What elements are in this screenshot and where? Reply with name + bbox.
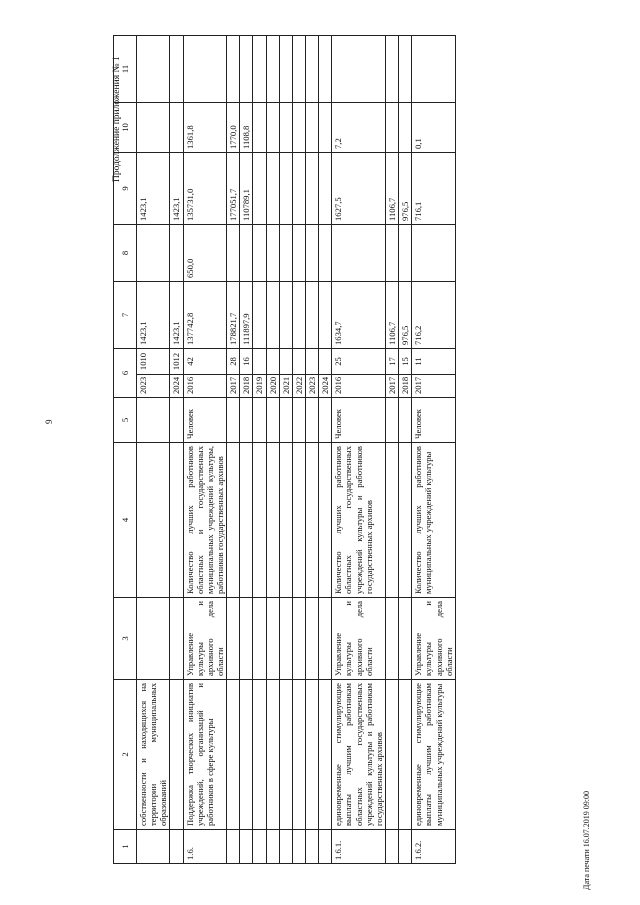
table-cell-c6: 2020 [266,375,279,398]
table-cell-c4 [266,443,279,598]
table-row [385,35,398,863]
table-cell-c10 [305,152,318,224]
table-cell-c7 [253,348,266,374]
table-row [266,35,279,863]
column-number: 4 [114,443,137,598]
table-cell-c2 [266,680,279,830]
table-cell-c9 [227,224,240,281]
table-cell-c3 [305,598,318,680]
table-cell-c8: 137742,8 [183,281,227,348]
table-cell-c3 [227,598,240,680]
table-cell-c6: 2017 [385,375,398,398]
table-row [137,35,170,863]
table-cell-c6: 2016 [332,375,386,398]
table-cell-c8: 1423,1 [137,281,170,348]
table-cell-c12 [240,35,253,102]
table-cell-c6: 2022 [292,375,305,398]
table-cell-c2: единовременные стимулирующие выплаты лучшим работникам муниципальных учреждений культуры [412,680,456,830]
table-cell-c4 [399,443,412,598]
table-cell-c8: 1423,1 [170,281,183,348]
table-cell-c5 [305,398,318,443]
table-cell-c11: 7,2 [332,102,386,152]
table-cell-c5 [240,398,253,443]
table-cell-c2 [319,680,332,830]
table-cell-c12 [319,35,332,102]
table-cell-c11: 1770,0 [227,102,240,152]
table-cell-c2: единовременные стимулирующие выплаты лучшим работникам областных государственных учреждений культуры и работникам государственных архивов [332,680,386,830]
table-row [227,35,240,863]
table-cell-c11 [266,102,279,152]
table-cell-c7 [266,348,279,374]
table-cell-c2 [253,680,266,830]
table-cell-c4 [137,443,170,598]
table-cell-c11: 1108,8 [240,102,253,152]
table-cell-c9 [170,224,183,281]
table-cell-c7: 28 [227,348,240,374]
table-cell-c1 [385,830,398,864]
table-cell-c1 [253,830,266,864]
column-number: 8 [114,224,137,281]
table-cell-c7: 42 [183,348,227,374]
table-cell-c11 [170,102,183,152]
table-cell-c3 [399,598,412,680]
table-cell-c10: 110789,1 [240,152,253,224]
table-cell-c6: 2019 [253,375,266,398]
table-cell-c7: 16 [240,348,253,374]
table-cell-c5 [319,398,332,443]
table-cell-c3 [170,598,183,680]
table-cell-c2 [305,680,318,830]
table-cell-c5: Человек [183,398,227,443]
table-cell-c3 [137,598,170,680]
table-cell-c4 [385,443,398,598]
table-cell-c10 [253,152,266,224]
table-cell-c10: 1627,5 [332,152,386,224]
table-cell-c11 [319,102,332,152]
table-cell-c1 [279,830,292,864]
table-cell-c9 [412,224,456,281]
table-cell-c6: 2024 [319,375,332,398]
table-cell-c3: Управление культуры и архивного дела области [332,598,386,680]
table-cell-c7: 25 [332,348,386,374]
column-number: 7 [114,281,137,348]
table-cell-c2 [240,680,253,830]
table-cell-c5 [292,398,305,443]
table-cell-c10 [279,152,292,224]
table-cell-c12 [279,35,292,102]
table-cell-c10 [266,152,279,224]
table-cell-c11 [137,102,170,152]
table-cell-c7 [292,348,305,374]
table-cell-c9: 650,0 [183,224,227,281]
table-cell-c2 [399,680,412,830]
table-cell-c6: 2018 [240,375,253,398]
table-cell-c11 [292,102,305,152]
table-cell-c4 [170,443,183,598]
table-cell-c7: 17 [385,348,398,374]
table-cell-c1 [305,830,318,864]
table-cell-c3: Управление культуры и архивного дела области [183,598,227,680]
table-cell-c4: Количество лучших работников муниципальных учреждений культуры [412,443,456,598]
table-cell-c2 [170,680,183,830]
table-cell-c1: 1.6.1. [332,830,386,864]
table-cell-c4 [227,443,240,598]
table-cell-c1 [170,830,183,864]
table-cell-c2 [227,680,240,830]
table-cell-c3 [266,598,279,680]
table-cell-c1 [137,830,170,864]
table-cell-c6: 2021 [279,375,292,398]
table-cell-c5 [253,398,266,443]
table-cell-c4 [279,443,292,598]
table-cell-c1 [399,830,412,864]
table-cell-c8 [279,281,292,348]
table-cell-c3 [240,598,253,680]
appendix-title: Продолжение приложения № 1 [112,56,122,182]
table-cell-c6: 2024 [170,375,183,398]
table-cell-c1 [240,830,253,864]
table-cell-c11: 0,1 [412,102,456,152]
table-cell-c9 [253,224,266,281]
table-cell-c7 [305,348,318,374]
table-cell-c9 [385,224,398,281]
column-number: 10 [114,102,137,152]
table-cell-c4: Количество лучших работников областных и государственных муниципальных учреждений культуры, работников государственных архивов [183,443,227,598]
column-number: 2 [114,680,137,830]
table-cell-c10: 1423,1 [137,152,170,224]
table-cell-c4: Количество лучших работников областных государственных учреждений культуры и работников государственных архивов [332,443,386,598]
table-row [399,35,412,863]
column-number: 3 [114,598,137,680]
table-cell-c9 [137,224,170,281]
table-cell-c1: 1.6.2. [412,830,456,864]
table-row [183,35,227,863]
table-cell-c3 [253,598,266,680]
table-cell-c10: 1423,1 [170,152,183,224]
table-cell-c9 [266,224,279,281]
table-cell-c8: 111897,9 [240,281,253,348]
column-number: 5 [114,398,137,443]
table-cell-c4 [305,443,318,598]
table-cell-c12 [170,35,183,102]
table-cell-c12 [399,35,412,102]
column-number-row [114,35,137,863]
rotated-table-wrapper [113,36,615,864]
table-cell-c1 [292,830,305,864]
table-cell-c7: 15 [399,348,412,374]
table-cell-c2: собственности и находящихся на территории муниципальных образований [137,680,170,830]
table-cell-c10: 716,1 [412,152,456,224]
table-row [412,35,456,863]
table-cell-c2 [385,680,398,830]
table-cell-c5 [279,398,292,443]
table-cell-c10: 135731,0 [183,152,227,224]
program-table [113,35,456,864]
table-cell-c8 [253,281,266,348]
table-cell-c8 [305,281,318,348]
table-cell-c10: 976,5 [399,152,412,224]
table-cell-c12 [183,35,227,102]
table-cell-c9 [332,224,386,281]
table-cell-c4 [253,443,266,598]
table-cell-c4 [240,443,253,598]
table-cell-c8 [266,281,279,348]
table-cell-c12 [266,35,279,102]
table-cell-c8 [292,281,305,348]
table-cell-c5 [385,398,398,443]
table-cell-c10: 177051,7 [227,152,240,224]
table-cell-c12 [292,35,305,102]
table-cell-c1 [319,830,332,864]
table-cell-c11 [279,102,292,152]
table-cell-c11 [305,102,318,152]
table-row [305,35,318,863]
table-cell-c3 [279,598,292,680]
column-number: 6 [114,348,137,397]
column-number: 9 [114,152,137,224]
table-cell-c3 [385,598,398,680]
print-date: Дата печати 16.07.2019 09:00 [582,791,591,890]
table-row [170,35,183,863]
table-cell-c9 [279,224,292,281]
table-cell-c6: 2016 [183,375,227,398]
table-cell-c4 [319,443,332,598]
table-cell-c10 [292,152,305,224]
table-cell-c9 [240,224,253,281]
table-cell-c6: 2017 [412,375,456,398]
table-cell-c8: 178821,7 [227,281,240,348]
table-row [240,35,253,863]
table-cell-c5: Человек [412,398,456,443]
table-cell-c8: 716,2 [412,281,456,348]
table-cell-c7 [279,348,292,374]
table-cell-c2 [279,680,292,830]
table-cell-c6: 2023 [137,375,170,398]
table-cell-c5 [227,398,240,443]
table-cell-c3 [292,598,305,680]
table-cell-c3 [319,598,332,680]
table-cell-c7 [319,348,332,374]
table-cell-c12 [253,35,266,102]
table-cell-c7: 1012 [170,348,183,374]
table-cell-c5 [170,398,183,443]
table-cell-c8 [319,281,332,348]
table-cell-c9 [399,224,412,281]
table-cell-c1: 1.6. [183,830,227,864]
table-cell-c11 [253,102,266,152]
table-cell-c9 [292,224,305,281]
table-cell-c12 [385,35,398,102]
column-number: 11 [114,35,137,102]
table-cell-c7: 11 [412,348,456,374]
table-cell-c8: 1634,7 [332,281,386,348]
table-cell-c2 [292,680,305,830]
table-cell-c6: 2023 [305,375,318,398]
table-row [292,35,305,863]
table-cell-c5 [266,398,279,443]
table-cell-c3: Управление культуры и архивного дела области [412,598,456,680]
table-cell-c9 [305,224,318,281]
table-cell-c8: 976,5 [399,281,412,348]
column-number: 1 [114,830,137,864]
table-row [332,35,386,863]
table-cell-c11 [399,102,412,152]
table-cell-c11: 1361,8 [183,102,227,152]
table-cell-c5: Человек [332,398,386,443]
table-cell-c1 [266,830,279,864]
table-cell-c12 [227,35,240,102]
table-cell-c4 [292,443,305,598]
table-cell-c10 [319,152,332,224]
table-cell-c7: 1010 [137,348,170,374]
table-cell-c1 [227,830,240,864]
table-cell-c11 [385,102,398,152]
table-cell-c8: 1106,7 [385,281,398,348]
table-cell-c10: 1106,7 [385,152,398,224]
table-row [279,35,292,863]
table-cell-c9 [319,224,332,281]
table-cell-c6: 2018 [399,375,412,398]
table-cell-c12 [137,35,170,102]
table-cell-c12 [305,35,318,102]
table-cell-c5 [399,398,412,443]
page-number: 9 [44,419,54,424]
table-row [253,35,266,863]
table-cell-c2: Поддержка творческих инициатив учреждений, организаций и работников в сфере культуры [183,680,227,830]
table-cell-c12 [412,35,456,102]
table-cell-c5 [137,398,170,443]
table-cell-c6: 2017 [227,375,240,398]
table-row [319,35,332,863]
table-cell-c12 [332,35,386,102]
